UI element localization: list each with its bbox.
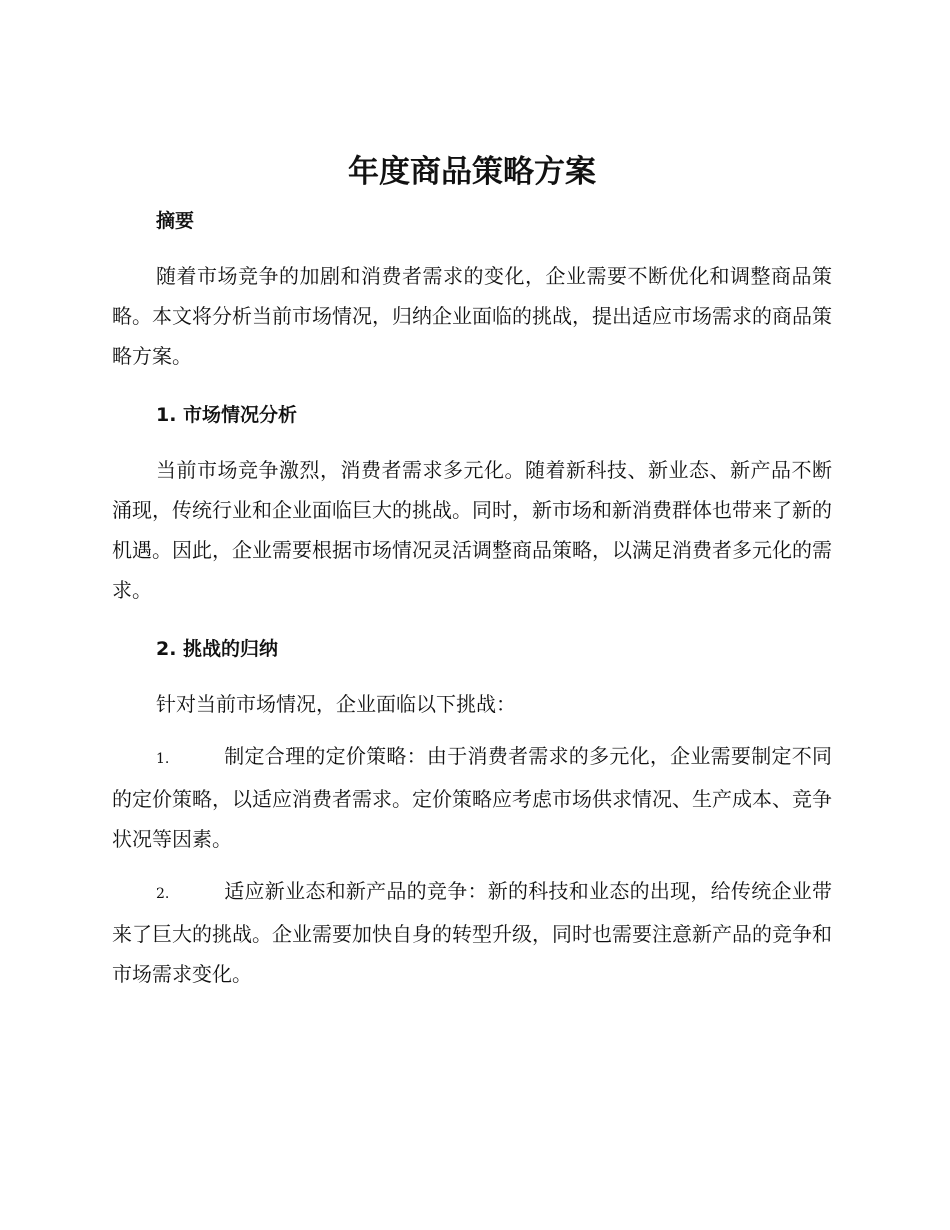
- list-item-text: 适应新业态和新产品的竞争：新的科技和业态的出现，给传统企业带来了巨大的挑战。企业需要加快自身的转型升级，同时也需要注意新产品的竞争和市场需求变化。: [112, 879, 832, 986]
- challenges-intro: 针对当前市场情况，企业面临以下挑战：: [156, 692, 516, 716]
- section-heading-abstract: 摘要: [156, 210, 195, 232]
- list-item: [112, 736, 832, 859]
- list-item-number: 1.: [156, 751, 170, 767]
- list-item: [112, 871, 832, 994]
- document-title: 年度商品策略方案: [348, 154, 596, 190]
- section-heading-market: 1. 市场情况分析: [156, 404, 298, 426]
- list-item-number: 2.: [156, 886, 170, 902]
- document-body: [112, 150, 832, 1006]
- list-item-text: 制定合理的定价策略：由于消费者需求的多元化，企业需要制定不同的定价策略，以适应消费者需求。定价策略应考虑市场供求情况、生产成本、竞争状况等因素。: [112, 744, 832, 851]
- abstract-paragraph: 随着市场竞争的加剧和消费者需求的变化，企业需要不断优化和调整商品策略。本文将分析当前市场情况，归纳企业面临的挑战，提出适应市场需求的商品策略方案。: [112, 264, 832, 368]
- market-paragraph: 当前市场竞争激烈，消费者需求多元化。随着新科技、新业态、新产品不断涌现，传统行业和企业面临巨大的挑战。同时，新市场和新消费群体也带来了新的机遇。因此，企业需要根据市场情况灵活调整商品策略，以满足消费者多元化的需求。: [112, 458, 832, 602]
- section-heading-challenges: 2. 挑战的归纳: [156, 638, 279, 660]
